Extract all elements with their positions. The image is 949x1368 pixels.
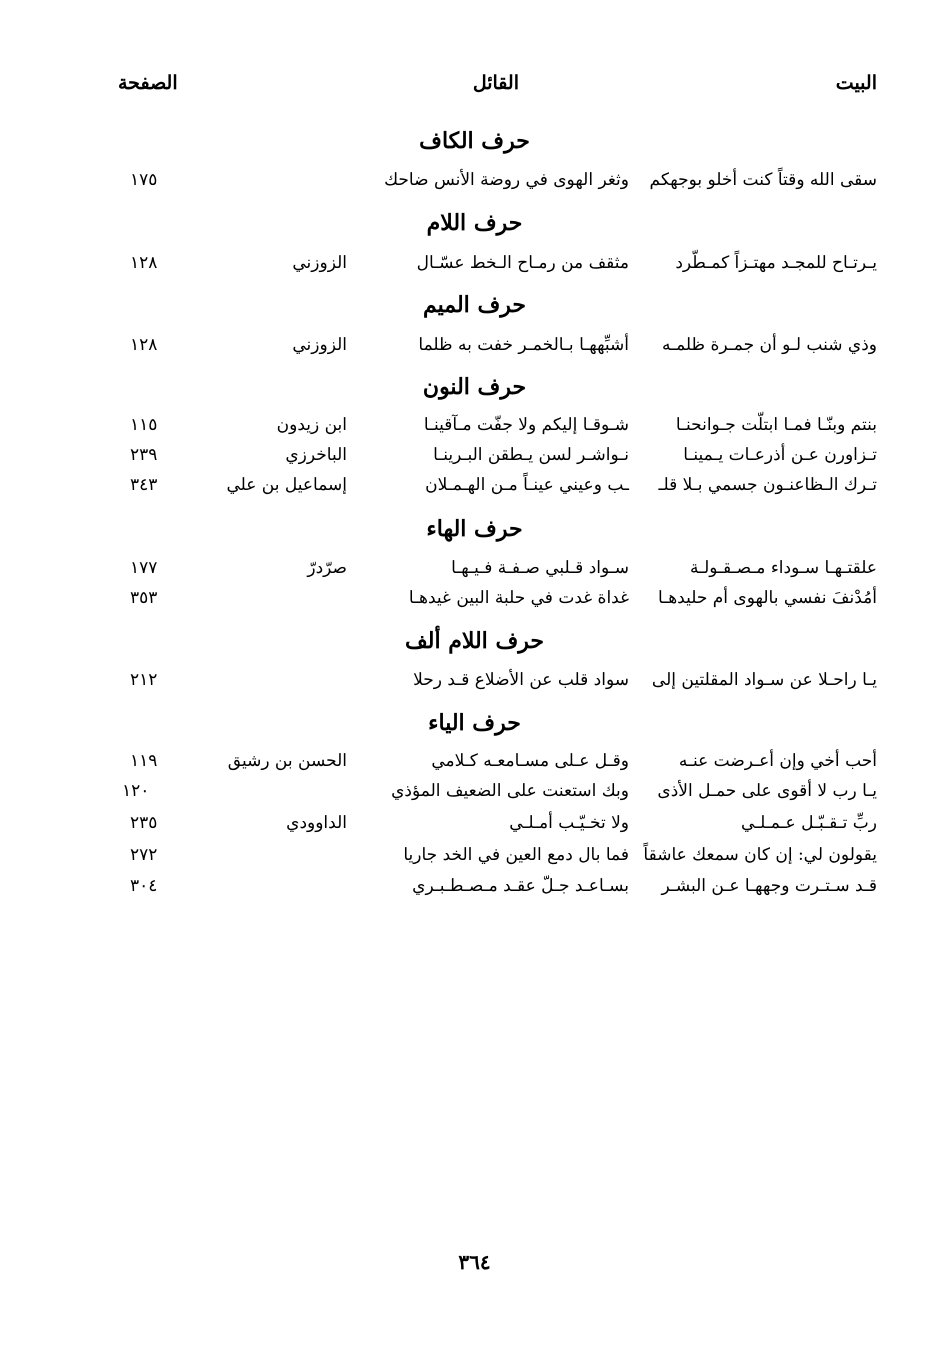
verse-row bbox=[0, 588, 949, 616]
second-hemistich: سـواد قـلبي صـفـة فـيـهـا bbox=[451, 558, 629, 578]
page-ref: ١١٥ bbox=[130, 415, 158, 435]
second-hemistich: شـوقـا إليكم ولا جفّت مـآقينـا bbox=[423, 415, 629, 435]
page-ref: ١٢٠ bbox=[122, 781, 150, 801]
header-safha: الصفحة bbox=[118, 72, 178, 94]
section-title-ya: حرف الياء bbox=[428, 710, 521, 736]
page-number: ٣٦٤ bbox=[458, 1250, 491, 1274]
verse-row bbox=[0, 253, 949, 281]
poet-name: الزوزني bbox=[292, 335, 347, 355]
second-hemistich: ولا تخـيّـب أمـلـي bbox=[509, 813, 629, 833]
section-title-mim: حرف الميم bbox=[422, 292, 527, 318]
first-hemistich: علقتـهـا سـوداء مـصـقـولـة bbox=[689, 558, 877, 578]
poet-name: الزوزني bbox=[292, 253, 347, 273]
section-title-nun: حرف النون bbox=[422, 374, 527, 400]
page-ref: ٢٧٢ bbox=[130, 845, 158, 865]
first-hemistich: يقولون لي: إن كان سمعك عاشقاً bbox=[643, 845, 877, 865]
first-hemistich: سقى الله وقتاً كنت أخلو بوجهكم bbox=[649, 170, 877, 190]
page-ref: ١١٩ bbox=[130, 751, 158, 771]
first-hemistich: تـزاورن عـن أذرعـات يـمينـا bbox=[683, 445, 877, 465]
poet-name: إسماعيل بن علي bbox=[226, 475, 347, 495]
header-qail: القائل bbox=[472, 72, 519, 94]
first-hemistich: ربِّ تـقـبّـل عـمـلـي bbox=[740, 813, 877, 833]
verse-row bbox=[0, 475, 949, 503]
first-hemistich: وذي شنب لـو أن جمـرة ظلمـه bbox=[661, 335, 877, 355]
verse-row bbox=[0, 813, 949, 841]
verse-row bbox=[0, 558, 949, 586]
poet-name: صرّدرّ bbox=[307, 558, 347, 578]
page-ref: ١٧٧ bbox=[130, 558, 158, 578]
page-ref: ٢١٢ bbox=[130, 670, 158, 690]
verse-row bbox=[0, 670, 949, 698]
verse-row bbox=[0, 781, 949, 809]
first-hemistich: أمُدْنفَ نفسي بالهوى أم حليدهـا bbox=[658, 588, 877, 608]
second-hemistich: وقـل عـلى مسـامعـه كـلامي bbox=[431, 751, 629, 771]
header-bayt: البيت bbox=[835, 72, 877, 94]
section-title-ha: حرف الهاء bbox=[426, 516, 523, 542]
second-hemistich: وبك استعنت على الضعيف المؤذي bbox=[391, 781, 629, 801]
verse-row bbox=[0, 845, 949, 873]
second-hemistich: مثقف من رمـاح الـخط عسّـال bbox=[416, 253, 629, 273]
page-ref: ٢٣٥ bbox=[130, 813, 158, 833]
first-hemistich: بنتم وبنّـا فمـا ابتلّت جـوانحنـا bbox=[675, 415, 877, 435]
first-hemistich: يـا راحـلا عن سـواد المقلتين إلى bbox=[651, 670, 877, 690]
verse-row bbox=[0, 415, 949, 443]
second-hemistich: غداة غدت في حلبة البين غيدهـا bbox=[408, 588, 629, 608]
second-hemistich: فما بال دمع العين في الخد جاريا bbox=[403, 845, 629, 865]
second-hemistich: وثغر الهوى في روضة الأنس ضاحك bbox=[384, 170, 629, 190]
first-hemistich: تـرك الـظاعنـون جسمي بـلا قلـ bbox=[658, 475, 877, 495]
verse-row bbox=[0, 170, 949, 198]
section-title-lam-alif: حرف اللام ألف bbox=[404, 628, 544, 654]
page-ref: ٢٣٩ bbox=[130, 445, 158, 465]
second-hemistich: سواد قلب عن الأضلاع قـد رحلا bbox=[413, 670, 629, 690]
page-ref: ٣٠٤ bbox=[130, 876, 158, 896]
verse-row bbox=[0, 876, 949, 904]
page-ref: ١٧٥ bbox=[130, 170, 158, 190]
verse-row bbox=[0, 445, 949, 473]
first-hemistich: قـد سـتـرت وجههـا عـن البشـر bbox=[661, 876, 877, 896]
page-ref: ١٢٨ bbox=[130, 335, 158, 355]
second-hemistich: ـب وعيني عينـاً مـن الهـمـلان bbox=[425, 475, 629, 495]
page-ref: ١٢٨ bbox=[130, 253, 158, 273]
page-ref: ٣٥٣ bbox=[130, 588, 158, 608]
poet-name: الحسن بن رشيق bbox=[227, 751, 347, 771]
poet-name: الداوودي bbox=[286, 813, 347, 833]
second-hemistich: بسـاعـد جـلّ عقـد مـصـطـبـري bbox=[412, 876, 629, 896]
second-hemistich: نـواشـر لسن يـطقن البـرينـا bbox=[433, 445, 629, 465]
verse-row bbox=[0, 335, 949, 363]
second-hemistich: أشبِّههـا بـالخمـر خفت به ظلما bbox=[418, 335, 629, 355]
first-hemistich: يـرتـاح للمجـد مهتـزاً كمـطّرد bbox=[675, 253, 877, 273]
poet-name: ابن زيدون bbox=[276, 415, 347, 435]
table-header bbox=[0, 72, 949, 102]
section-title-kaf: حرف الكاف bbox=[419, 128, 530, 154]
section-title-lam: حرف اللام bbox=[426, 210, 523, 236]
first-hemistich: أحب أخي وإن أعـرضت عنـه bbox=[678, 751, 877, 771]
first-hemistich: يـا رب لا أقوى على حمـل الأذى bbox=[657, 781, 877, 801]
poet-name: الباخرزي bbox=[285, 445, 347, 465]
page-ref: ٣٤٣ bbox=[130, 475, 158, 495]
verse-row bbox=[0, 751, 949, 779]
